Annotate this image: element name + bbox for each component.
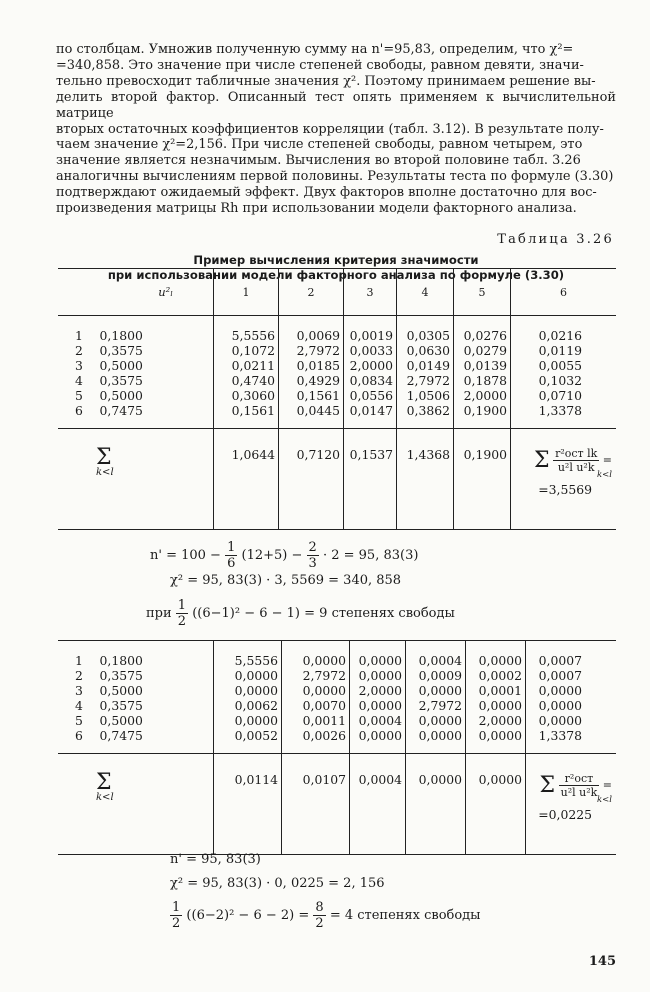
table-row: 2 0,3575: [75, 343, 143, 358]
rows-index-and-u2: [58, 641, 214, 754]
sum-col-4: 1,4368: [397, 429, 454, 530]
page-number: 145: [588, 954, 616, 969]
fraction: $\frac{1}{6}$: [227, 540, 236, 571]
fraction: $\frac{1}{2}$: [177, 598, 187, 629]
sum-label: [58, 429, 214, 530]
sum-col-1: 1,0644: [214, 429, 279, 530]
sigma-subscript: k<l: [96, 792, 114, 803]
sum-col-2: 0,7120: [279, 429, 344, 530]
sigma-symbol: Σ: [539, 773, 556, 798]
sum-result: =3,5569: [538, 482, 592, 497]
table-row: 6 0,7475: [75, 403, 143, 418]
paragraph-line: чаем значение χ²=2,156. При числе степеней свободы, равном четырем, это: [56, 137, 583, 153]
sigma-subscript: k<l: [597, 795, 612, 805]
column-6-values: 0,0007 0,0007 0,0000 0,0000 0,0000 1,3378: [526, 641, 617, 754]
body-paragraph: [56, 42, 616, 217]
table-row: 5 0,5000: [75, 388, 143, 403]
sum-col-5: 0,0000: [466, 754, 526, 855]
header-cell-4: 4: [397, 269, 454, 316]
table-first-half: [58, 268, 616, 530]
column-1-values: 5,5556 0,0000 0,0000 0,0062 0,0000 0,0052: [214, 641, 282, 754]
sum-col-1: 0,0114: [214, 754, 282, 855]
sum-col-2: 0,0107: [282, 754, 350, 855]
header-cell-1: 1: [214, 269, 279, 316]
fraction: $\frac{\text{r²ост}}{\text{u²l u²k}}$: [560, 772, 598, 799]
table-row: 5 0,5000: [75, 713, 143, 728]
table-data-block: [58, 641, 616, 754]
sum-col-6-formula: Σ $\frac{\text{r²ост}}{\text{u²l u²k}}$ = k<l =0,0225: [526, 754, 617, 855]
header-cell-5: 5: [454, 269, 511, 316]
header-cell-u2: u²ₗ: [58, 269, 214, 316]
column-3-values: 0,0000 0,0000 2,0000 0,0000 0,0004 0,0000: [350, 641, 406, 754]
table-row: 1 0,1800: [75, 653, 143, 668]
table-row: 3 0,5000: [75, 358, 143, 373]
column-5-values: 0,0000 0,0002 0,0001 0,0000 2,0000 0,0000: [466, 641, 526, 754]
table-header-row: [58, 269, 616, 316]
header-cell-3: 3: [344, 269, 397, 316]
column-2-values: 0,0069 2,7972 0,0185 0,4929 0,1561 0,0445: [279, 316, 344, 429]
fraction: $\frac{1}{2}$: [172, 900, 181, 931]
sigma-symbol: Σ: [96, 770, 112, 795]
column-4-values: 0,0305 0,0630 0,0149 2,7972 1,0506 0,3862: [397, 316, 454, 429]
paragraph-line: подтверждают ожидаемый эффект. Двух факторов вполне достаточно для вос-: [56, 185, 597, 201]
fraction: $\frac{\text{r²ост lk}}{\text{u²l u²k}}$: [555, 447, 598, 474]
formula-n-prime-2: n' = 95, 83(3): [170, 852, 261, 867]
formula-chi-square-2: χ² = 95, 83(3) · 0, 0225 = 2, 156: [170, 876, 385, 891]
table-row: 1 0,1800: [75, 328, 143, 343]
column-6-values: 0,0216 0,0119 0,0055 0,1032 0,0710 1,3378: [511, 316, 617, 429]
table-title-line1: Пример вычисления критерия значимости: [193, 253, 479, 267]
table-second-half: [58, 640, 616, 855]
sum-col-3: 0,1537: [344, 429, 397, 530]
paragraph-line: по столбцам. Умножив полученную сумму на n'=95,83, определим, что χ²=: [56, 42, 574, 57]
table-row: 6 0,7475: [75, 728, 143, 743]
sigma-subscript: k<l: [597, 470, 612, 480]
column-2-values: 0,0000 2,7972 0,0000 0,0070 0,0011 0,0026: [282, 641, 350, 754]
sum-col-3: 0,0004: [350, 754, 406, 855]
formula-degrees-freedom: при $\frac{1}{2}$ ((6−1)² − 6 − 1) = 9 степенях свободы: [146, 598, 455, 629]
table-data-block: [58, 316, 616, 429]
table-sum-row: [58, 429, 616, 530]
table-row: 3 0,5000: [75, 683, 143, 698]
table-title-line2: при использовании модели факторного анализа по формуле (3.30): [107, 267, 565, 282]
paragraph-line: делить второй фактор. Описанный тест опять применяем к вычислительной матрице: [56, 89, 616, 121]
formula-n-prime: n' = 100 − $\frac{1}{6}$ (12+5) − $\frac{2}{3}$ · 2 = 95, 83(3): [150, 540, 419, 571]
sigma-subscript: k<l: [96, 467, 114, 478]
header-cell-2: 2: [279, 269, 344, 316]
paragraph-line: тельно превосходит табличные значения χ². Поэтому принимаем решение вы-: [56, 73, 596, 89]
paragraph-line: произведения матрицы Rh при использовании модели факторного анализа.: [56, 201, 577, 217]
paragraph-line: значение является незначимым. Вычисления во второй половине табл. 3.26: [56, 153, 581, 169]
fraction: $\frac{2}{3}$: [308, 540, 317, 571]
paragraph-line: аналогичны вычислениям первой половины. Результаты теста по формуле (3.30): [56, 169, 614, 185]
table-row: 2 0,3575: [75, 668, 143, 683]
sum-result: =0,0225: [538, 807, 592, 822]
table-caption: Таблица 3.26: [497, 232, 614, 247]
fraction: $\frac{8}{2}$: [315, 900, 324, 931]
sum-col-6-formula: Σ $\frac{\text{r²ост lk}}{\text{u²l u²k}}$ = k<l =3,5569: [511, 429, 617, 530]
sum-label: [58, 754, 214, 855]
table-sum-row: [58, 754, 616, 855]
sum-col-5: 0,1900: [454, 429, 511, 530]
column-3-values: 0,0019 0,0033 2,0000 0,0834 0,0556 0,0147: [344, 316, 397, 429]
column-1-values: 5,5556 0,1072 0,0211 0,4740 0,3060 0,1561: [214, 316, 279, 429]
table-row: 4 0,3575: [75, 698, 143, 713]
rows-index-and-u2: [58, 316, 214, 429]
column-5-values: 0,0276 0,0279 0,0139 0,1878 2,0000 0,1900: [454, 316, 511, 429]
sum-col-4: 0,0000: [406, 754, 466, 855]
formula-chi-square: χ² = 95, 83(3) · 3, 5569 = 340, 858: [170, 573, 402, 588]
column-4-values: 0,0004 0,0009 0,0000 2,7972 0,0000 0,0000: [406, 641, 466, 754]
table-row: 4 0,3575: [75, 373, 143, 388]
sigma-symbol: Σ: [96, 445, 112, 470]
header-cell-6: 6: [511, 269, 617, 316]
formula-degrees-freedom-2: $\frac{1}{2}$ ((6−2)² − 6 − 2) = $\frac{8}{2}$ = 4 степенях свободы: [172, 900, 481, 931]
sigma-symbol: Σ: [534, 448, 550, 473]
paragraph-line: вторых остаточных коэффициентов корреляции (табл. 3.12). В результате полу-: [56, 121, 604, 137]
paragraph-line: =340,858. Это значение при числе степеней свободы, равном девяти, значи-: [56, 57, 584, 73]
